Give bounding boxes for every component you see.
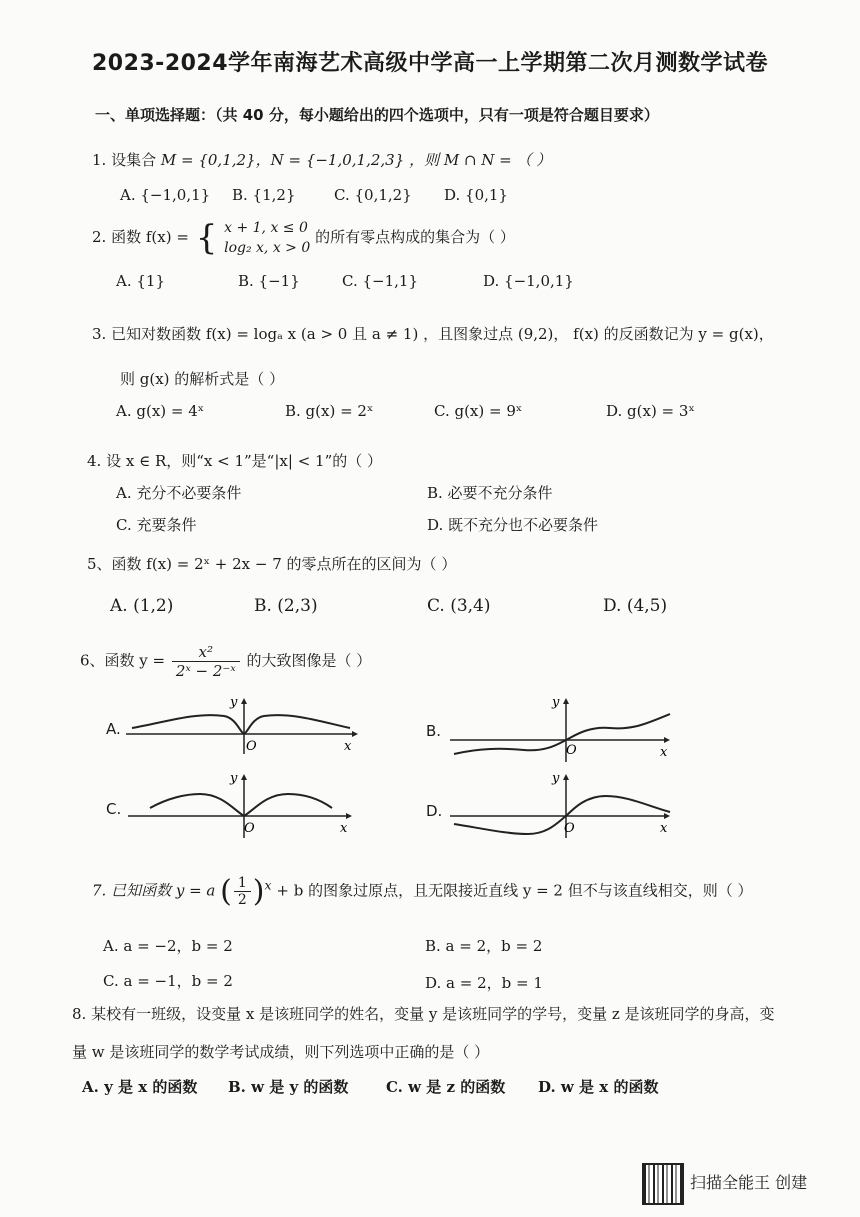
q6-option-a-label: A. bbox=[106, 720, 121, 738]
q6-option-b-label: B. bbox=[426, 722, 442, 740]
q5-option-b: B. (2,3) bbox=[254, 596, 318, 616]
q1-stem-a: 1. 设集合 bbox=[92, 151, 157, 169]
curve bbox=[132, 715, 350, 734]
x-label: x bbox=[660, 821, 668, 836]
q7-numerator: 1 bbox=[234, 875, 251, 892]
question-7 bbox=[92, 874, 753, 909]
y-axis-arrow bbox=[563, 774, 569, 780]
q2-case-1: x + 1, x ≤ 0 bbox=[224, 220, 308, 236]
q6-graph-b bbox=[450, 695, 680, 762]
y-label: y bbox=[552, 695, 560, 710]
q7-denominator: 2 bbox=[237, 892, 247, 908]
q3-option-b: B. g(x) = 2ˣ bbox=[285, 402, 374, 420]
question-3: 3. 已知对数函数 f(x) = logₐ x (a > 0 且 a ≠ 1) ，且图象过点 (9,2)， f(x) 的反函数记为 y = g(x)， bbox=[92, 325, 774, 343]
q7-left-paren: ( bbox=[220, 874, 232, 909]
q2-stem-a: 2. 函数 f(x) = bbox=[92, 228, 189, 246]
q7-exponent: x bbox=[264, 877, 272, 893]
q3-option-c: C. g(x) = 9ˣ bbox=[434, 402, 523, 420]
x-label: x bbox=[660, 745, 668, 760]
q2-stem-b: 的所有零点构成的集合为（ ） bbox=[315, 228, 515, 246]
y-axis-arrow bbox=[563, 698, 569, 704]
q4-option-c: C. 充要条件 bbox=[116, 516, 197, 534]
q8-option-c: C. w 是 z 的函数 bbox=[386, 1078, 506, 1096]
q6-option-d-label: D. bbox=[426, 802, 443, 820]
q7-option-d: D. a = 2，b = 1 bbox=[425, 974, 543, 992]
question-4: 4. 设 x ∈ R，则“x < 1”是“|x| < 1”的（ ） bbox=[87, 452, 383, 470]
question-3-line2: 则 g(x) 的解析式是（ ） bbox=[120, 370, 285, 388]
y-label: y bbox=[230, 771, 238, 786]
q6-option-c-label: C. bbox=[106, 800, 122, 818]
y-label: y bbox=[230, 695, 238, 710]
q6-graph-d bbox=[450, 772, 680, 838]
q8-option-a: A. y 是 x 的函数 bbox=[82, 1078, 198, 1096]
question-8-line2: 量 w 是该班同学的数学考试成绩，则下列选项中正确的是（ ） bbox=[72, 1043, 490, 1061]
q6-stem-b: 的大致图像是（ ） bbox=[246, 651, 372, 670]
q5-option-d: D. (4,5) bbox=[603, 596, 668, 616]
q7-option-b: B. a = 2，b = 2 bbox=[425, 937, 543, 955]
q6-graph-c bbox=[128, 772, 368, 838]
q7-right-paren: ) bbox=[252, 874, 265, 909]
q7-stem-b: + b 的图象过原点，且无限接近直线 y = 2 但不与该直线相交，则（ ） bbox=[276, 881, 753, 900]
scanner-watermark: 扫描全能王 创建 bbox=[690, 1173, 808, 1192]
qr-code-icon bbox=[642, 1163, 684, 1205]
origin-label: O bbox=[566, 743, 577, 758]
x-axis-arrow bbox=[346, 813, 352, 819]
x-axis-arrow bbox=[664, 737, 670, 743]
q2-case-2: log₂ x, x > 0 bbox=[224, 240, 311, 256]
q7-option-c: C. a = −1，b = 2 bbox=[103, 972, 233, 990]
x-label: x bbox=[344, 739, 352, 754]
q7-stem-a: 7. 已知函数 y = a bbox=[92, 881, 216, 900]
x-axis-arrow bbox=[352, 731, 358, 737]
origin-label: O bbox=[246, 739, 257, 754]
curve bbox=[454, 796, 670, 834]
q2-option-d: D. {−1,0,1} bbox=[483, 272, 574, 290]
x-label: x bbox=[340, 821, 348, 836]
q5-option-c: C. (3,4) bbox=[427, 596, 491, 616]
y-axis-arrow bbox=[241, 698, 247, 704]
q6-denominator: 2ˣ − 2⁻ˣ bbox=[175, 662, 236, 680]
q2-option-c: C. {−1,1} bbox=[342, 272, 418, 290]
q1-option-d: D. {0,1} bbox=[444, 186, 508, 204]
q4-option-a: A. 充分不必要条件 bbox=[116, 484, 242, 502]
q1-stem-c: ，则 M ∩ N = （ ） bbox=[409, 151, 552, 169]
q2-option-a: A. {1} bbox=[116, 272, 165, 290]
q6-fraction bbox=[172, 643, 240, 680]
q6-stem-a: 6、函数 y = bbox=[80, 651, 166, 670]
origin-label: O bbox=[564, 821, 575, 836]
q4-option-d: D. 既不充分也不必要条件 bbox=[427, 516, 599, 534]
q5-option-a: A. (1,2) bbox=[110, 596, 174, 616]
q4-option-b: B. 必要不充分条件 bbox=[427, 484, 553, 502]
q7-fraction bbox=[234, 875, 251, 908]
q1-stem-b: M = {0,1,2}，N = {−1,0,1,2,3} bbox=[160, 151, 405, 169]
q2-cases bbox=[224, 218, 310, 258]
q1-option-b: B. {1,2} bbox=[232, 186, 296, 204]
x-axis-arrow bbox=[664, 813, 670, 819]
y-label: y bbox=[552, 771, 560, 786]
y-axis-arrow bbox=[241, 774, 247, 780]
section-heading: 一、单项选择题：（共 40 分，每小题给出的四个选项中，只有一项是符合题目要求） bbox=[95, 106, 659, 124]
q6-graph-a bbox=[126, 695, 366, 754]
q7-option-a: A. a = −2，b = 2 bbox=[103, 937, 233, 955]
q2-brace: { bbox=[195, 218, 218, 258]
q6-numerator: x² bbox=[172, 643, 240, 662]
question-8: 8. 某校有一班级，设变量 x 是该班同学的姓名，变量 y 是该班同学的学号，变量 z 是该班同学的身高，变 bbox=[72, 1005, 775, 1023]
q8-option-d: D. w 是 x 的函数 bbox=[538, 1078, 659, 1096]
q2-option-b: B. {−1} bbox=[238, 272, 300, 290]
exam-title: 2023-2024学年南海艺术高级中学高一上学期第二次月测数学试卷 bbox=[91, 51, 769, 76]
question-5: 5、函数 f(x) = 2ˣ + 2x − 7 的零点所在的区间为（ ） bbox=[87, 555, 457, 573]
question-6 bbox=[80, 643, 371, 680]
question-2 bbox=[92, 218, 515, 258]
q1-option-a: A. {−1,0,1} bbox=[120, 186, 211, 204]
origin-label: O bbox=[244, 821, 255, 836]
question-1 bbox=[92, 149, 551, 170]
q3-option-a: A. g(x) = 4ˣ bbox=[116, 402, 205, 420]
q1-option-c: C. {0,1,2} bbox=[334, 186, 412, 204]
curve bbox=[454, 714, 670, 754]
curve bbox=[150, 794, 332, 816]
q3-option-d: D. g(x) = 3ˣ bbox=[606, 402, 695, 420]
q8-option-b: B. w 是 y 的函数 bbox=[228, 1078, 349, 1096]
